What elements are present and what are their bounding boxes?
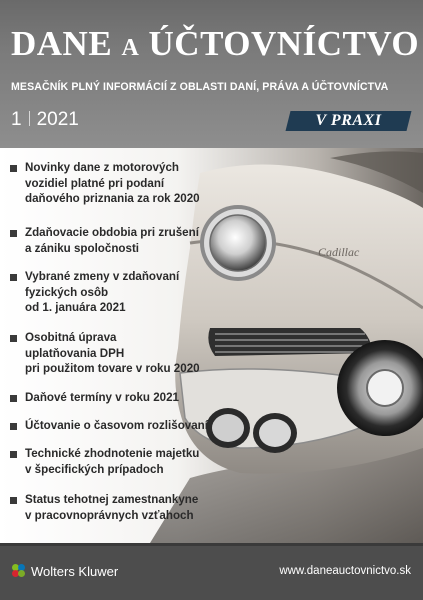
topic-title [25,330,200,377]
title-word-dane: DANE [11,24,113,63]
v-praxi-badge: V PRAXI [315,112,382,129]
car-emblem: Cadillac [318,245,360,259]
topic-line: Novinky dane z motorových [25,161,179,174]
issue-number: 1 [11,109,22,130]
square-bullet-icon [10,395,17,402]
issue-separator [29,111,30,126]
square-bullet-icon [10,451,17,458]
topic-line: uplatňovania DPH [25,346,125,360]
topic-line: a zániku spoločnosti [25,241,140,255]
topic-line: Vybrané zmeny v zdaňovaní [25,270,180,283]
topic-line: fyzických osôb [25,285,109,299]
topic-line: Účtovanie o časovom rozlišovaní [25,419,208,432]
title-word-uctovnictvo: ÚČTOVNÍCTVO [148,24,420,63]
wolters-kluwer-logo-icon [10,562,27,579]
topic-line: pri použitom tovare v roku 2020 [25,362,200,376]
issue-info [11,109,79,131]
square-bullet-icon [10,335,17,342]
topic-title [25,225,199,256]
topic-line: Osobitná úprava [25,331,117,344]
square-bullet-icon [10,274,17,281]
square-bullet-icon [10,165,17,172]
topic-line: v pracovnoprávnych vzťahoch [25,508,194,522]
topic-title [25,390,179,406]
magazine-subtitle: MESAČNÍK PLNÝ INFORMÁCIÍ Z OBLASTI DANÍ, PRÁVA A ÚČTOVNÍCTVA [11,81,389,93]
publisher-name: Wolters Kluwer [31,564,119,579]
topic-line: v špecifických prípadoch [25,462,164,476]
topic-line: od 1. januára 2021 [25,301,126,315]
magazine-title [11,24,420,64]
square-bullet-icon [10,497,17,504]
topic-line: Technické zhodnotenie majetku [25,447,200,460]
topic-line: Daňové termíny v roku 2021 [25,391,180,404]
topic-line: vozidiel platné pri podaní [25,176,165,190]
title-word-a: A [121,35,140,61]
topic-line: daňového priznania za rok 2020 [25,192,200,206]
topic-line: Status tehotnej zamestnankyne [25,493,199,506]
footer-divider [0,543,423,546]
square-bullet-icon [10,230,17,237]
topic-title [25,269,179,316]
website-link[interactable]: www.daneauctovnictvo.sk [279,565,411,577]
square-bullet-icon [10,423,17,430]
cover-header [0,0,423,148]
topic-title [25,446,199,477]
topic-title [25,418,208,434]
topic-title [25,492,198,523]
topic-line: Zdaňovacie obdobia pri zrušení [25,226,199,239]
topic-title [25,160,200,207]
issue-year: 2021 [36,109,79,130]
